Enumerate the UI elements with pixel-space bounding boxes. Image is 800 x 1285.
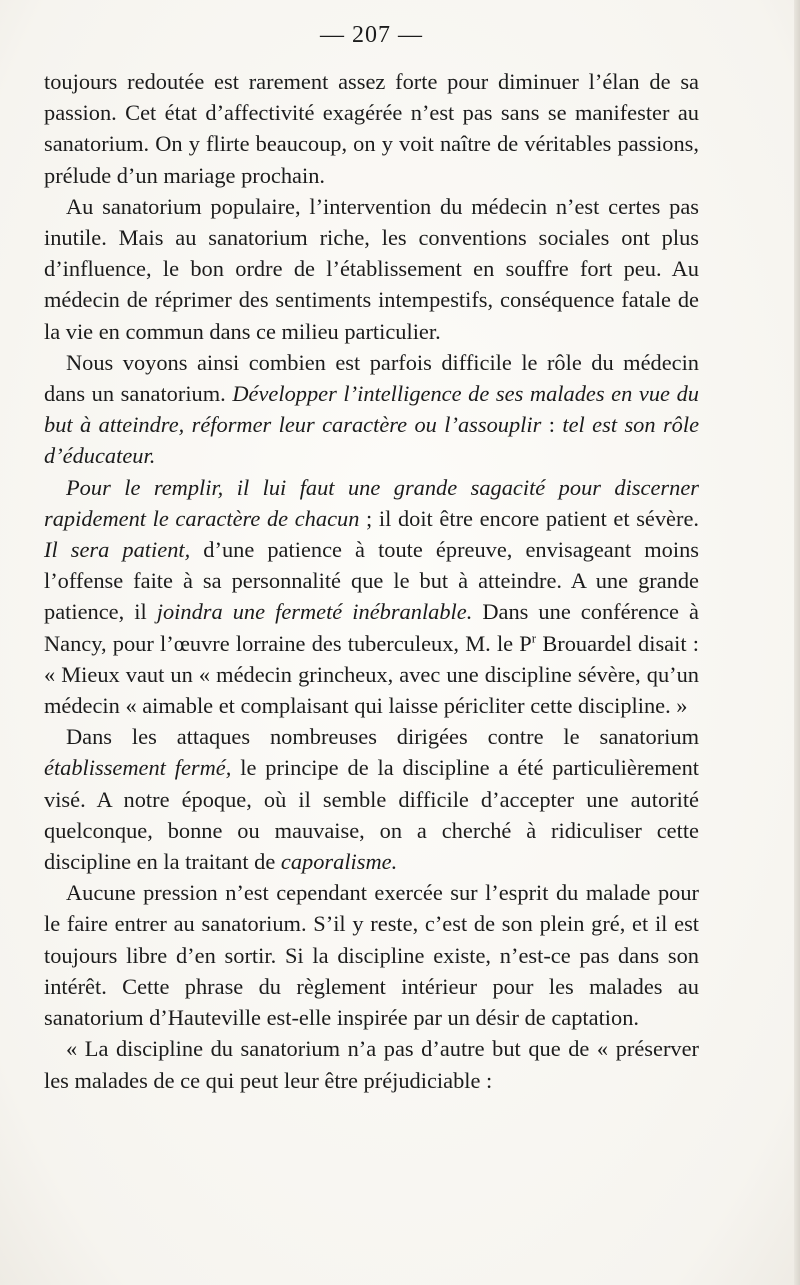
text-run: toujours redoutée est rarement assez forte pour diminuer l’élan de sa passion. Cet état d’affectivité exagérée n’est pas sans se manifester au sanatorium. On y flirte beaucoup, on y voit naître de véritables passions, prélude d’un mariage prochain. <box>44 69 699 188</box>
italic-text: Pour le remplir, il lui faut une grande sagacité pour discerner rapidement le caractère de chacun <box>44 474 699 531</box>
body-text <box>44 66 699 1096</box>
text-run: Au sanatorium populaire, l’intervention du médecin n’est certes pas inutile. Mais au sanatorium riche, les conventions sociales ont plus d’influence, le bon ordre de l’établissement en souffre fort peu. Au médecin de réprimer des sentiments intempestifs, conséquence fatale de la vie en commun dans ce milieu particulier. <box>44 193 699 344</box>
paragraph <box>44 721 699 877</box>
text-run: le principe de la discipline a été particulièrement visé. A notre époque, où il semble difficile d’accepter une autorité quelconque, bonne ou mauvaise, on a cherché à ridiculiser cette discipline en la traitant de <box>44 755 699 875</box>
paragraph <box>44 191 699 347</box>
text-run: Aucune pression n’est cependant exercée sur l’esprit du malade pour le faire entrer au sanatorium. S’il y reste, c’est de son plein gré, et il est toujours libre d’en sortir. Si la discipline existe, n’est-ce pas dans son intérêt. Cette phrase du règlement intérieur pour les malades au sanatorium d’Hauteville est-elle inspirée par un désir de captation. <box>44 880 699 1031</box>
paragraph <box>44 1033 699 1095</box>
text-run: Nous voyons ainsi combien est parfois difficile le rôle du médecin dans un sanatorium. <box>44 349 699 407</box>
text-run: Dans les attaques nombreuses dirigées contre le sanatorium <box>66 724 699 750</box>
text-run: d’une patience à toute épreuve, envisageant moins l’offense faite à sa personnalité que le but à atteindre. A une grande patience, il <box>44 537 699 625</box>
page-number: — 207 — <box>320 22 423 48</box>
page-edge <box>794 0 800 1285</box>
italic-text: joindra une fermeté inébranlable. <box>156 599 473 625</box>
paragraph <box>44 347 699 472</box>
paragraph <box>44 66 699 191</box>
italic-text: Il sera patient, <box>44 537 191 563</box>
italic-text: établissement fermé, <box>44 755 232 781</box>
text-run: « La discipline du sanatorium n’a pas d’autre but que de « préserver les malades de ce qui peut leur être préjudiciable : <box>44 1036 699 1093</box>
document-page <box>44 18 699 1096</box>
paragraph <box>44 472 699 722</box>
text-run: ; il doit être encore patient et sévère. <box>359 505 699 531</box>
text-run: : <box>541 412 563 438</box>
italic-text: Développer l’intelligence de ses malades en vue du but à atteindre, réformer leur caractère ou l’assouplir <box>44 381 699 438</box>
text-run: Dans une conférence à Nancy, pour l’œuvre lorraine des tuberculeux, M. le P <box>44 599 699 656</box>
italic-text: tel est son rôle d’éducateur. <box>44 412 700 469</box>
superscript-text: r <box>531 630 537 646</box>
text-run: Brouardel disait : « Mieux vaut un « médecin grincheux, avec une discipline sévère, qu’un médecin « aimable et complaisant qui laisse péricliter cette discipline. » <box>44 630 699 719</box>
paragraph <box>44 877 699 1033</box>
italic-text: caporalisme. <box>280 849 398 875</box>
